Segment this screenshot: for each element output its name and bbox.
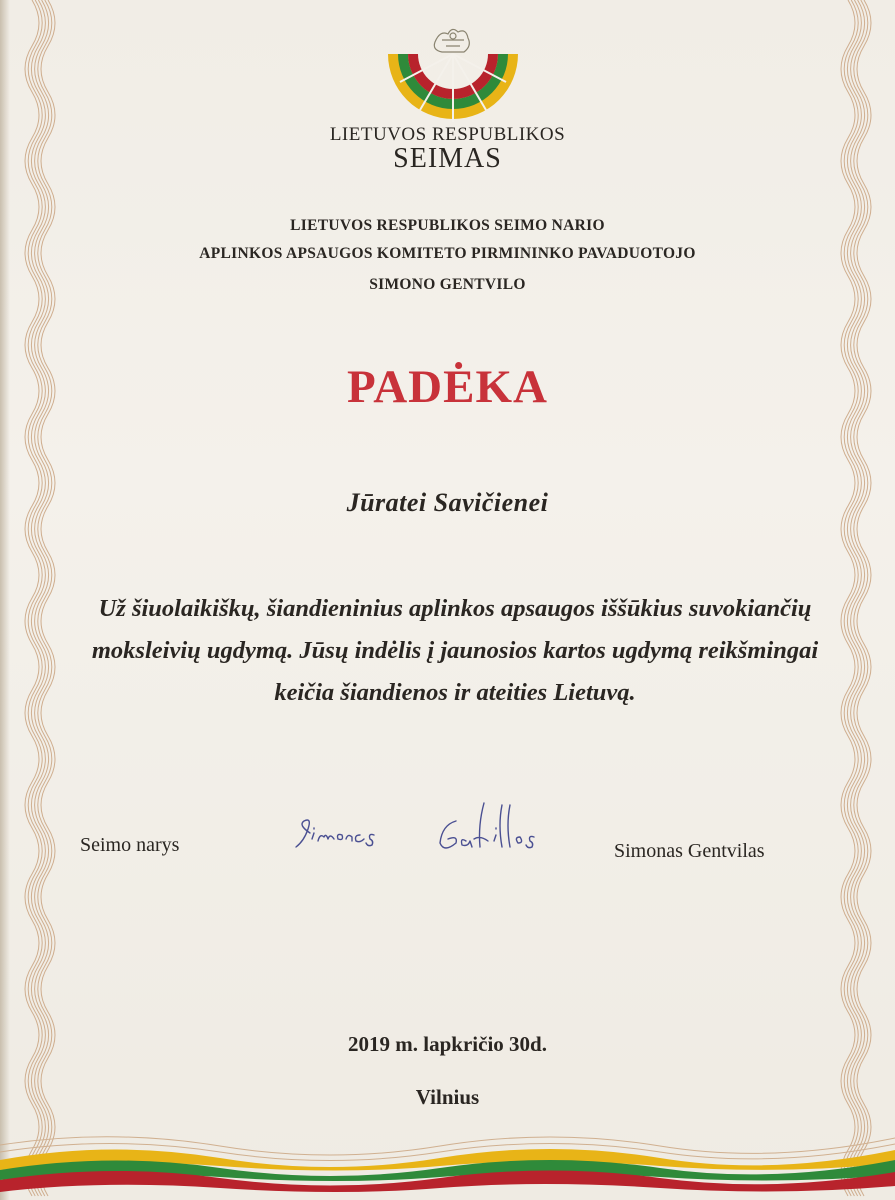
signature-label: Seimo narys (80, 834, 180, 856)
body-text: Už šiuolaikiškų, šiandieninius aplinkos apsaugos iššūkius suvokiančių moksleivių ugdymą. Jūsų indėlis į jaunosios kartos ugdymą reikšmingai keičia šiandienos ir ateities Lietuvą. (91, 595, 819, 706)
institution-line1: LIETUVOS RESPUBLIKOS (329, 124, 566, 145)
bottom-flag-ribbon (0, 1137, 895, 1192)
certificate-title: PADĖKA (347, 361, 548, 413)
handwritten-signature (288, 795, 573, 870)
institution-name: SEIMAS (393, 143, 502, 174)
recipient-name: Jūratei Savičienei (346, 488, 549, 517)
issue-place: Vilnius (415, 1085, 480, 1109)
issuer-line3: SIMONO GENTVILO (369, 276, 526, 293)
issuer-line2: APLINKOS APSAUGOS KOMITETO PIRMININKO PAVADUOTOJO (199, 245, 696, 262)
signatory-name: Simonas Gentvilas (614, 840, 765, 862)
issue-date: 2019 m. lapkričio 30d. (348, 1032, 547, 1056)
issuer-line1: LIETUVOS RESPUBLIKOS SEIMO NARIO (290, 217, 605, 234)
seimas-emblem-icon (380, 22, 526, 122)
